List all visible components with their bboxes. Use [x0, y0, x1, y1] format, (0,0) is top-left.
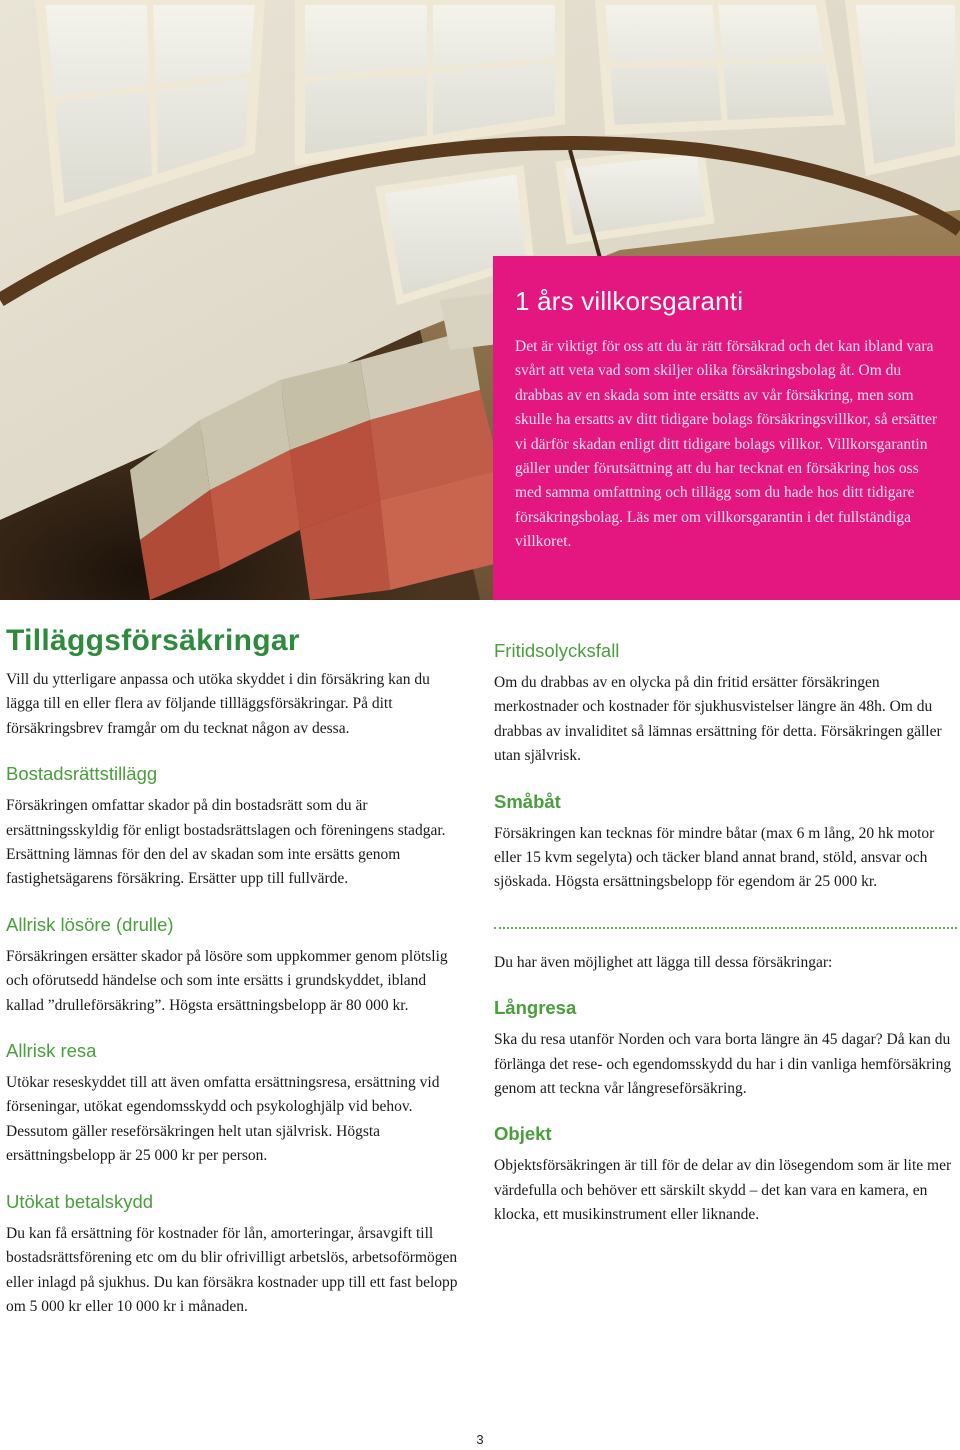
section-heading: Småbåt — [494, 790, 561, 812]
section-heading: Bostadsrättstillägg — [6, 763, 158, 785]
page-number: 3 — [476, 1432, 484, 1447]
dotted-divider — [494, 927, 957, 929]
page-title: Tilläggsförsäkringar — [6, 624, 300, 657]
right-column — [494, 640, 959, 1228]
section-text: Ska du resa utanför Norden och vara borta längre än 45 dagar? Då kan du förlänga det rese- och egendomsskydd du har i din vanliga hemförsäkring genom att teckna vår långreseförsäkring. — [494, 1031, 952, 1098]
intro-text: Vill du ytterligare anpassa och utöka skyddet i din försäkring kan du lägga till en eller flera av följande tillläggsförsäkringar. På ditt försäkringsbrev framgår om du tecknat någon av dessa. — [6, 671, 430, 737]
left-column — [6, 620, 466, 1319]
section-text: Objektsförsäkringen är till för de delar av din lösegendom som är lite mer värdefulla och behöver ett särskilt skydd – det kan vara en kamera, en klocka, ett musikinstrument eller liknande. — [494, 1157, 952, 1224]
promo-text: Det är viktigt för oss att du är rätt försäkrad och det kan ibland vara svårt att veta vad som skiljer olika försäkringsbolag åt. Om du drabbas av en skada som inte ersätts av vår försäkring, men som skulle ha ersatts av ditt tidigare bolags försäkringsvillkor, så ersätter vi därför skadan enligt ditt tidigare bolags villkor. Villkorsgarantin gäller under förutsättning att du har tecknat en försäkring hos oss med samma omfattning och tillägg som du hade hos ditt tidigare försäkringsbolag. Läs mer om villkorsgarantin i det fullständiga villkoret. — [515, 338, 938, 551]
section-heading: Objekt — [494, 1123, 552, 1145]
section-heading: Allrisk resa — [6, 1040, 97, 1062]
section-heading: Utökat betalskydd — [6, 1190, 154, 1212]
section-text: Utökar reseskyddet till att även omfatta ersättningsresa, ersättning vid förseningar, utökat egendomsskydd och psykologhjälp vid behov. Dessutom gäller reseförsäkringen helt utan självrisk. Högsta ersättningsbelopp är 25 000 kr per person. — [6, 1074, 440, 1165]
section-heading: Allrisk lösöre (drulle) — [6, 913, 174, 935]
guarantee-promo-box — [493, 256, 960, 600]
section-text: Försäkringen omfattar skador på din bostadsrätt som du är ersättningsskyldig för enligt bostadsrättslagen och föreningens stadgar. Ersättning lämnas för den del av skadan som inte ersätts genom fastighetsägarens försäkring. Ersätter upp till fullvärde. — [6, 797, 446, 888]
section-heading: Fritidsolycksfall — [494, 640, 620, 661]
section-text: Om du drabbas av en olycka på din fritid ersätter försäkringen merkostnader och kostnader för sjukhusvistelser längre än 48h. Om du drabbas av invaliditet så lämnas ersättning för detta. Försäkringen gäller utan självrisk. — [494, 674, 942, 765]
section-text: Du kan få ersättning för kostnader för lån, amorteringar, årsavgift till bostadsrättsförening etc om du blir ofrivilligt arbetslös, arbetsoförmögen eller inlagd på sjukhus. Du kan försäkra kostnader upp till ett fast belopp om 5 000 kr eller 10 000 kr i månaden. — [6, 1224, 458, 1315]
section-text: Försäkringen ersätter skador på lösöre som uppkommer genom plötslig och oförutsedd händelse och som inte ersätts i grundskyddet, ibland kallad ”drulleförsäkring”. Högsta ersättningsbelopp är 80 000 kr. — [6, 947, 448, 1014]
promo-title: 1 års villkorsgaranti — [515, 286, 744, 316]
section-heading: Långresa — [494, 997, 577, 1019]
extra-intro-text: Du har även möjlighet att lägga till dessa försäkringar: — [494, 953, 833, 971]
section-text: Försäkringen kan tecknas för mindre båtar (max 6 m lång, 20 hk motor eller 15 kvm segelyta) och täcker bland annat brand, stöld, ansvar och sjöskada. Högsta ersättningsbelopp för egendom är 25 000 kr. — [494, 824, 935, 891]
